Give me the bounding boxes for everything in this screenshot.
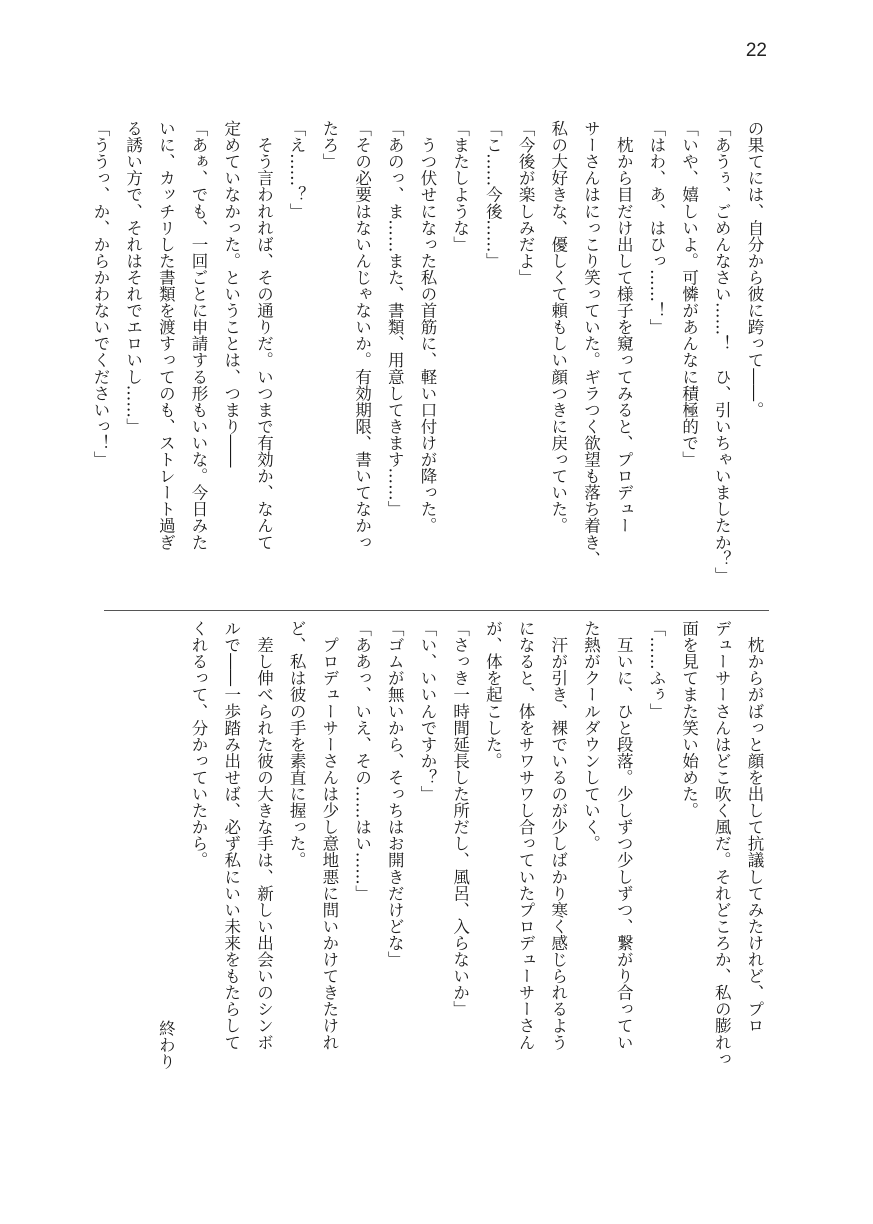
- end-mark: 終わり: [156, 1020, 176, 1070]
- upper-text-block: [90, 120, 770, 600]
- text-line: 「ううっ、か、からかわないでくださいっ！」: [90, 120, 110, 468]
- text-line: くれるって、分かっていたから。: [189, 620, 209, 869]
- text-line: になると、体をサワサワし合っていたプロデューサーさん: [516, 620, 536, 1051]
- text-line: 「その必要はないんじゃないか。有効期限、書いてなかっ: [352, 120, 372, 551]
- text-line: ルで――一歩踏み出せば、必ず私にいい未来をもたらして: [221, 620, 241, 1051]
- text-line: いに、カッチリした書類を渡すってのも、ストレート過ぎ: [156, 120, 176, 551]
- text-line: うつ伏せになった私の首筋に、軽い口付けが降った。: [417, 120, 437, 534]
- text-line: 「ゴムが無いから、そっちはお開きだけどな」: [385, 620, 405, 968]
- text-line: 定めていなかった。ということは、つまり――: [221, 120, 241, 468]
- text-line: が、体を起こした。: [483, 620, 503, 769]
- text-line: サーさんはにっこり笑っていた。ギラつく欲望も落ち着き、: [581, 120, 601, 567]
- lower-text-block: [104, 620, 770, 1140]
- text-line: 「い、いいんですか？」: [417, 620, 437, 803]
- text-line: そう言われれば、その通りだ。いつまで有効か、なんて: [254, 120, 274, 551]
- text-line: る誘い方で、それはそれでエロいし……」: [123, 120, 143, 435]
- text-line: 「いや、嬉しいよ。可憐があんなに積極的で」: [679, 120, 699, 468]
- text-line: 「今後が楽しみだよ」: [516, 120, 536, 286]
- text-line: 差し伸べられた彼の大きな手は、新しい出会いのシンボ: [254, 620, 274, 1051]
- text-line: 面を見てまた笑い始めた。: [679, 620, 699, 819]
- text-line: 枕から目だけ出して様子を窺ってみると、プロデュー: [614, 120, 634, 534]
- text-line: プロデューサーさんは少し意地悪に問いかけてきたけれ: [319, 620, 339, 1051]
- text-line: 「あのっ、ま……また、書類、用意してきます……」: [385, 120, 405, 518]
- text-line: の果てには、自分から彼に跨って――。: [745, 120, 764, 418]
- text-line: 「あうぅ、ごめんなさい……！ ひ、引いちゃいましたか？」: [712, 120, 732, 584]
- text-line: 「またしような」: [450, 120, 470, 253]
- text-line: 「さっき一時間延長した所だし、風呂、入らないか」: [450, 620, 470, 1018]
- text-line: 互いに、ひと段落。少しずつ少しずつ、繋がり合ってい: [614, 620, 634, 1051]
- text-line: 「はわ、あ、はひっ……！」: [646, 120, 666, 336]
- text-line: 「ああっ、いえ、その……はい……」: [352, 620, 372, 902]
- text-line: た熱がクールダウンしていく。: [581, 620, 601, 852]
- text-line: 汗が引き、裸でいるのが少しばかり寒く感じられるよう: [548, 620, 568, 1051]
- text-line: ど、私は彼の手を素直に握った。: [287, 620, 307, 869]
- section-divider: [104, 610, 769, 611]
- text-line: 「こ……今後……」: [483, 120, 503, 269]
- text-line: 「え……？」: [287, 120, 307, 220]
- page-number: 22: [745, 40, 767, 61]
- text-line: 「あぁ、でも、一回ごとに申請する形もいいな。今日みた: [189, 120, 209, 551]
- text-line: 枕からがばっと顔を出して抗議してみたけれど、プロ: [745, 620, 764, 1034]
- text-line: たろ」: [319, 120, 339, 170]
- text-line: 「……ふぅ」: [646, 620, 666, 720]
- text-line: 私の大好きな、優しくて頼もしい顔つきに戻っていた。: [548, 120, 568, 534]
- text-line: デューサーさんはどこ吹く風だ。それどころか、私の膨れっ: [712, 620, 732, 1067]
